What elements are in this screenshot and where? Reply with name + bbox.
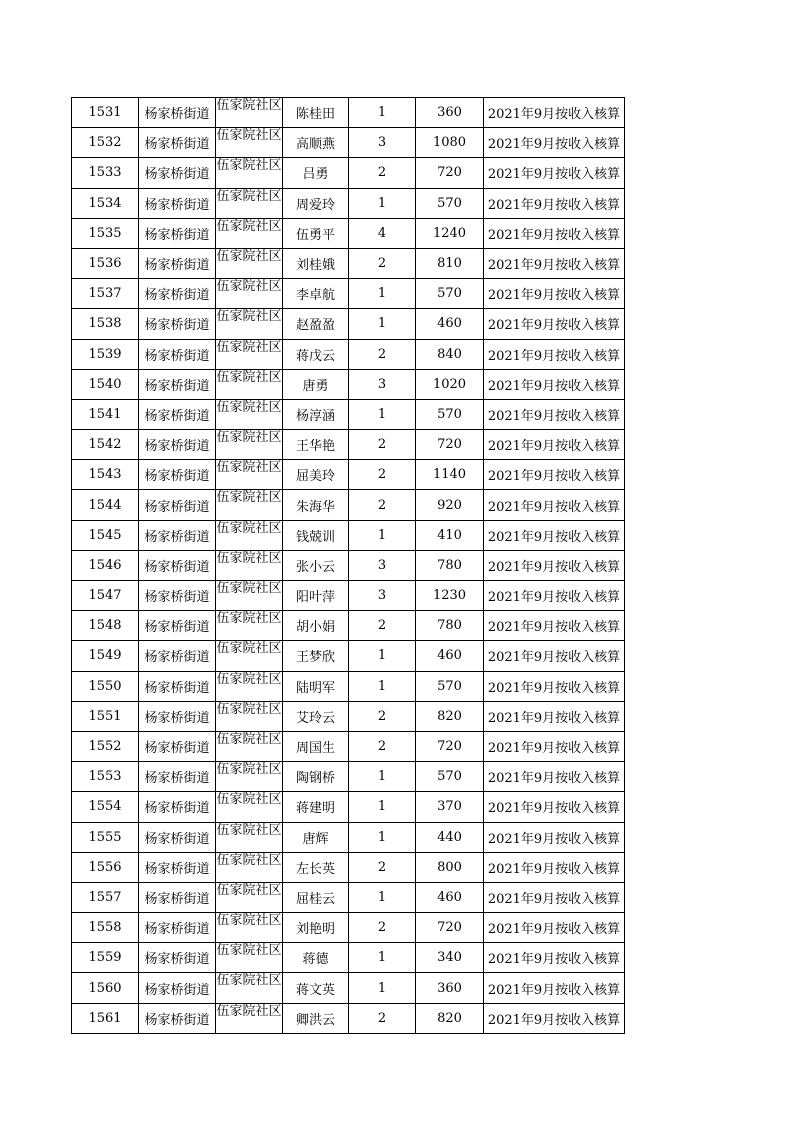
cell-street: 杨家桥街道 [139, 1003, 216, 1033]
cell-amount: 820 [416, 701, 484, 731]
cell-community: 伍家院社区 [216, 913, 283, 943]
table-row [72, 460, 625, 490]
cell-household-count: 1 [349, 792, 416, 822]
cell-name: 杨淳涵 [283, 399, 349, 429]
cell-amount: 570 [416, 762, 484, 792]
cell-note: 2021年9月按收入核算 [484, 309, 625, 339]
cell-amount: 570 [416, 188, 484, 218]
cell-amount: 720 [416, 158, 484, 188]
cell-community: 伍家院社区 [216, 339, 283, 369]
cell-note: 2021年9月按收入核算 [484, 913, 625, 943]
cell-note: 2021年9月按收入核算 [484, 882, 625, 912]
cell-household-count: 2 [349, 701, 416, 731]
cell-name: 唐辉 [283, 822, 349, 852]
cell-note: 2021年9月按收入核算 [484, 792, 625, 822]
cell-amount: 1240 [416, 218, 484, 248]
cell-amount: 570 [416, 279, 484, 309]
table-row [72, 550, 625, 580]
cell-household-count: 2 [349, 158, 416, 188]
cell-note: 2021年9月按收入核算 [484, 762, 625, 792]
cell-serial-number: 1560 [72, 973, 139, 1003]
cell-street: 杨家桥街道 [139, 279, 216, 309]
table-row [72, 762, 625, 792]
cell-name: 卿洪云 [283, 1003, 349, 1033]
cell-household-count: 1 [349, 98, 416, 128]
cell-community: 伍家院社区 [216, 158, 283, 188]
cell-amount: 720 [416, 731, 484, 761]
table-row [72, 490, 625, 520]
cell-community: 伍家院社区 [216, 641, 283, 671]
cell-serial-number: 1538 [72, 309, 139, 339]
cell-amount: 1020 [416, 369, 484, 399]
cell-street: 杨家桥街道 [139, 701, 216, 731]
cell-note: 2021年9月按收入核算 [484, 822, 625, 852]
cell-serial-number: 1536 [72, 248, 139, 278]
cell-street: 杨家桥街道 [139, 822, 216, 852]
cell-name: 陈桂田 [283, 98, 349, 128]
cell-name: 周爱玲 [283, 188, 349, 218]
cell-street: 杨家桥街道 [139, 128, 216, 158]
table-row [72, 943, 625, 973]
cell-serial-number: 1553 [72, 762, 139, 792]
table-row [72, 399, 625, 429]
cell-name: 陆明军 [283, 671, 349, 701]
cell-amount: 370 [416, 792, 484, 822]
cell-serial-number: 1543 [72, 460, 139, 490]
cell-serial-number: 1542 [72, 430, 139, 460]
cell-serial-number: 1554 [72, 792, 139, 822]
cell-community: 伍家院社区 [216, 852, 283, 882]
table-row [72, 248, 625, 278]
cell-household-count: 3 [349, 128, 416, 158]
cell-name: 屈美玲 [283, 460, 349, 490]
cell-note: 2021年9月按收入核算 [484, 279, 625, 309]
table-row [72, 309, 625, 339]
cell-street: 杨家桥街道 [139, 913, 216, 943]
cell-name: 蒋德 [283, 943, 349, 973]
table-row [72, 279, 625, 309]
table-row [72, 731, 625, 761]
cell-name: 屈桂云 [283, 882, 349, 912]
cell-community: 伍家院社区 [216, 792, 283, 822]
cell-community: 伍家院社区 [216, 550, 283, 580]
cell-household-count: 2 [349, 913, 416, 943]
cell-community: 伍家院社区 [216, 490, 283, 520]
cell-household-count: 1 [349, 973, 416, 1003]
cell-community: 伍家院社区 [216, 611, 283, 641]
cell-amount: 460 [416, 309, 484, 339]
cell-community: 伍家院社区 [216, 1003, 283, 1033]
cell-household-count: 1 [349, 671, 416, 701]
cell-name: 艾玲云 [283, 701, 349, 731]
cell-name: 蒋建明 [283, 792, 349, 822]
cell-name: 王梦欣 [283, 641, 349, 671]
cell-street: 杨家桥街道 [139, 490, 216, 520]
cell-street: 杨家桥街道 [139, 731, 216, 761]
table-row [72, 369, 625, 399]
cell-community: 伍家院社区 [216, 430, 283, 460]
cell-name: 张小云 [283, 550, 349, 580]
cell-note: 2021年9月按收入核算 [484, 641, 625, 671]
cell-household-count: 2 [349, 490, 416, 520]
cell-household-count: 2 [349, 731, 416, 761]
cell-street: 杨家桥街道 [139, 158, 216, 188]
cell-street: 杨家桥街道 [139, 671, 216, 701]
cell-name: 刘桂娥 [283, 248, 349, 278]
cell-note: 2021年9月按收入核算 [484, 339, 625, 369]
cell-amount: 810 [416, 248, 484, 278]
cell-note: 2021年9月按收入核算 [484, 671, 625, 701]
cell-name: 唐勇 [283, 369, 349, 399]
cell-street: 杨家桥街道 [139, 248, 216, 278]
cell-street: 杨家桥街道 [139, 369, 216, 399]
cell-serial-number: 1544 [72, 490, 139, 520]
cell-serial-number: 1541 [72, 399, 139, 429]
cell-amount: 360 [416, 98, 484, 128]
cell-community: 伍家院社区 [216, 369, 283, 399]
cell-serial-number: 1546 [72, 550, 139, 580]
cell-serial-number: 1556 [72, 852, 139, 882]
table-row [72, 701, 625, 731]
cell-street: 杨家桥街道 [139, 792, 216, 822]
cell-amount: 840 [416, 339, 484, 369]
cell-note: 2021年9月按收入核算 [484, 218, 625, 248]
cell-serial-number: 1537 [72, 279, 139, 309]
cell-amount: 340 [416, 943, 484, 973]
cell-street: 杨家桥街道 [139, 882, 216, 912]
cell-note: 2021年9月按收入核算 [484, 943, 625, 973]
cell-community: 伍家院社区 [216, 882, 283, 912]
table-row [72, 128, 625, 158]
cell-name: 朱海华 [283, 490, 349, 520]
cell-household-count: 1 [349, 309, 416, 339]
cell-household-count: 1 [349, 641, 416, 671]
cell-note: 2021年9月按收入核算 [484, 1003, 625, 1033]
cell-note: 2021年9月按收入核算 [484, 430, 625, 460]
cell-household-count: 2 [349, 1003, 416, 1033]
table-row [72, 641, 625, 671]
cell-serial-number: 1535 [72, 218, 139, 248]
cell-community: 伍家院社区 [216, 248, 283, 278]
table-row [72, 671, 625, 701]
cell-street: 杨家桥街道 [139, 399, 216, 429]
cell-household-count: 2 [349, 852, 416, 882]
cell-name: 伍勇平 [283, 218, 349, 248]
cell-street: 杨家桥街道 [139, 520, 216, 550]
cell-amount: 1140 [416, 460, 484, 490]
cell-community: 伍家院社区 [216, 128, 283, 158]
cell-community: 伍家院社区 [216, 399, 283, 429]
cell-amount: 460 [416, 882, 484, 912]
cell-note: 2021年9月按收入核算 [484, 852, 625, 882]
cell-serial-number: 1557 [72, 882, 139, 912]
cell-street: 杨家桥街道 [139, 98, 216, 128]
cell-note: 2021年9月按收入核算 [484, 98, 625, 128]
cell-street: 杨家桥街道 [139, 973, 216, 1003]
cell-street: 杨家桥街道 [139, 550, 216, 580]
cell-name: 王华艳 [283, 430, 349, 460]
cell-serial-number: 1533 [72, 158, 139, 188]
table-row [72, 973, 625, 1003]
cell-name: 胡小娟 [283, 611, 349, 641]
cell-street: 杨家桥街道 [139, 339, 216, 369]
cell-name: 周国生 [283, 731, 349, 761]
cell-amount: 570 [416, 671, 484, 701]
cell-serial-number: 1555 [72, 822, 139, 852]
cell-community: 伍家院社区 [216, 520, 283, 550]
cell-street: 杨家桥街道 [139, 309, 216, 339]
cell-serial-number: 1559 [72, 943, 139, 973]
cell-serial-number: 1552 [72, 731, 139, 761]
cell-community: 伍家院社区 [216, 218, 283, 248]
cell-note: 2021年9月按收入核算 [484, 581, 625, 611]
cell-street: 杨家桥街道 [139, 641, 216, 671]
cell-name: 高顺燕 [283, 128, 349, 158]
cell-serial-number: 1551 [72, 701, 139, 731]
cell-street: 杨家桥街道 [139, 611, 216, 641]
cell-amount: 780 [416, 550, 484, 580]
table-row [72, 430, 625, 460]
cell-name: 陶钢桥 [283, 762, 349, 792]
table-row [72, 339, 625, 369]
table-row [72, 98, 625, 128]
cell-amount: 570 [416, 399, 484, 429]
cell-amount: 1230 [416, 581, 484, 611]
cell-street: 杨家桥街道 [139, 430, 216, 460]
cell-street: 杨家桥街道 [139, 943, 216, 973]
cell-name: 阳叶萍 [283, 581, 349, 611]
cell-community: 伍家院社区 [216, 973, 283, 1003]
cell-household-count: 1 [349, 399, 416, 429]
cell-amount: 780 [416, 611, 484, 641]
cell-street: 杨家桥街道 [139, 218, 216, 248]
table-row [72, 1003, 625, 1033]
cell-community: 伍家院社区 [216, 762, 283, 792]
table-row [72, 218, 625, 248]
cell-community: 伍家院社区 [216, 943, 283, 973]
table-row [72, 158, 625, 188]
cell-serial-number: 1534 [72, 188, 139, 218]
table-row [72, 792, 625, 822]
cell-community: 伍家院社区 [216, 822, 283, 852]
cell-amount: 720 [416, 430, 484, 460]
cell-street: 杨家桥街道 [139, 762, 216, 792]
cell-note: 2021年9月按收入核算 [484, 520, 625, 550]
cell-name: 李卓航 [283, 279, 349, 309]
cell-street: 杨家桥街道 [139, 188, 216, 218]
cell-community: 伍家院社区 [216, 309, 283, 339]
cell-serial-number: 1548 [72, 611, 139, 641]
table-row [72, 520, 625, 550]
cell-note: 2021年9月按收入核算 [484, 550, 625, 580]
cell-household-count: 3 [349, 550, 416, 580]
cell-name: 刘艳明 [283, 913, 349, 943]
cell-note: 2021年9月按收入核算 [484, 973, 625, 1003]
cell-household-count: 2 [349, 460, 416, 490]
cell-household-count: 3 [349, 581, 416, 611]
cell-note: 2021年9月按收入核算 [484, 369, 625, 399]
table-row [72, 913, 625, 943]
cell-amount: 720 [416, 913, 484, 943]
cell-community: 伍家院社区 [216, 731, 283, 761]
cell-name: 左长英 [283, 852, 349, 882]
data-table [71, 97, 625, 1034]
cell-household-count: 1 [349, 520, 416, 550]
cell-street: 杨家桥街道 [139, 460, 216, 490]
cell-name: 钱兢训 [283, 520, 349, 550]
cell-serial-number: 1532 [72, 128, 139, 158]
cell-amount: 410 [416, 520, 484, 550]
cell-household-count: 1 [349, 943, 416, 973]
cell-name: 蒋戊云 [283, 339, 349, 369]
cell-note: 2021年9月按收入核算 [484, 128, 625, 158]
cell-note: 2021年9月按收入核算 [484, 701, 625, 731]
cell-serial-number: 1549 [72, 641, 139, 671]
cell-household-count: 2 [349, 339, 416, 369]
cell-household-count: 1 [349, 762, 416, 792]
table-row [72, 188, 625, 218]
cell-serial-number: 1547 [72, 581, 139, 611]
cell-note: 2021年9月按收入核算 [484, 188, 625, 218]
cell-name: 吕勇 [283, 158, 349, 188]
cell-household-count: 2 [349, 430, 416, 460]
cell-household-count: 1 [349, 279, 416, 309]
cell-community: 伍家院社区 [216, 581, 283, 611]
cell-amount: 440 [416, 822, 484, 852]
cell-street: 杨家桥街道 [139, 852, 216, 882]
cell-household-count: 1 [349, 188, 416, 218]
cell-amount: 360 [416, 973, 484, 1003]
cell-note: 2021年9月按收入核算 [484, 248, 625, 278]
cell-community: 伍家院社区 [216, 701, 283, 731]
cell-serial-number: 1561 [72, 1003, 139, 1033]
cell-note: 2021年9月按收入核算 [484, 399, 625, 429]
table-row [72, 611, 625, 641]
cell-community: 伍家院社区 [216, 188, 283, 218]
table-row [72, 852, 625, 882]
cell-community: 伍家院社区 [216, 671, 283, 701]
cell-note: 2021年9月按收入核算 [484, 490, 625, 520]
cell-serial-number: 1531 [72, 98, 139, 128]
cell-household-count: 1 [349, 882, 416, 912]
cell-amount: 920 [416, 490, 484, 520]
table-row [72, 581, 625, 611]
cell-household-count: 4 [349, 218, 416, 248]
cell-serial-number: 1545 [72, 520, 139, 550]
cell-amount: 1080 [416, 128, 484, 158]
table-row [72, 822, 625, 852]
cell-community: 伍家院社区 [216, 98, 283, 128]
cell-name: 赵盈盈 [283, 309, 349, 339]
table-row [72, 882, 625, 912]
cell-note: 2021年9月按收入核算 [484, 158, 625, 188]
cell-community: 伍家院社区 [216, 460, 283, 490]
cell-household-count: 3 [349, 369, 416, 399]
cell-note: 2021年9月按收入核算 [484, 611, 625, 641]
cell-serial-number: 1540 [72, 369, 139, 399]
cell-name: 蒋文英 [283, 973, 349, 1003]
table-body [72, 98, 625, 1034]
cell-community: 伍家院社区 [216, 279, 283, 309]
cell-amount: 800 [416, 852, 484, 882]
cell-household-count: 1 [349, 822, 416, 852]
cell-serial-number: 1539 [72, 339, 139, 369]
cell-note: 2021年9月按收入核算 [484, 731, 625, 761]
cell-note: 2021年9月按收入核算 [484, 460, 625, 490]
cell-serial-number: 1558 [72, 913, 139, 943]
cell-household-count: 2 [349, 611, 416, 641]
cell-amount: 460 [416, 641, 484, 671]
cell-amount: 820 [416, 1003, 484, 1033]
cell-serial-number: 1550 [72, 671, 139, 701]
cell-street: 杨家桥街道 [139, 581, 216, 611]
cell-household-count: 2 [349, 248, 416, 278]
